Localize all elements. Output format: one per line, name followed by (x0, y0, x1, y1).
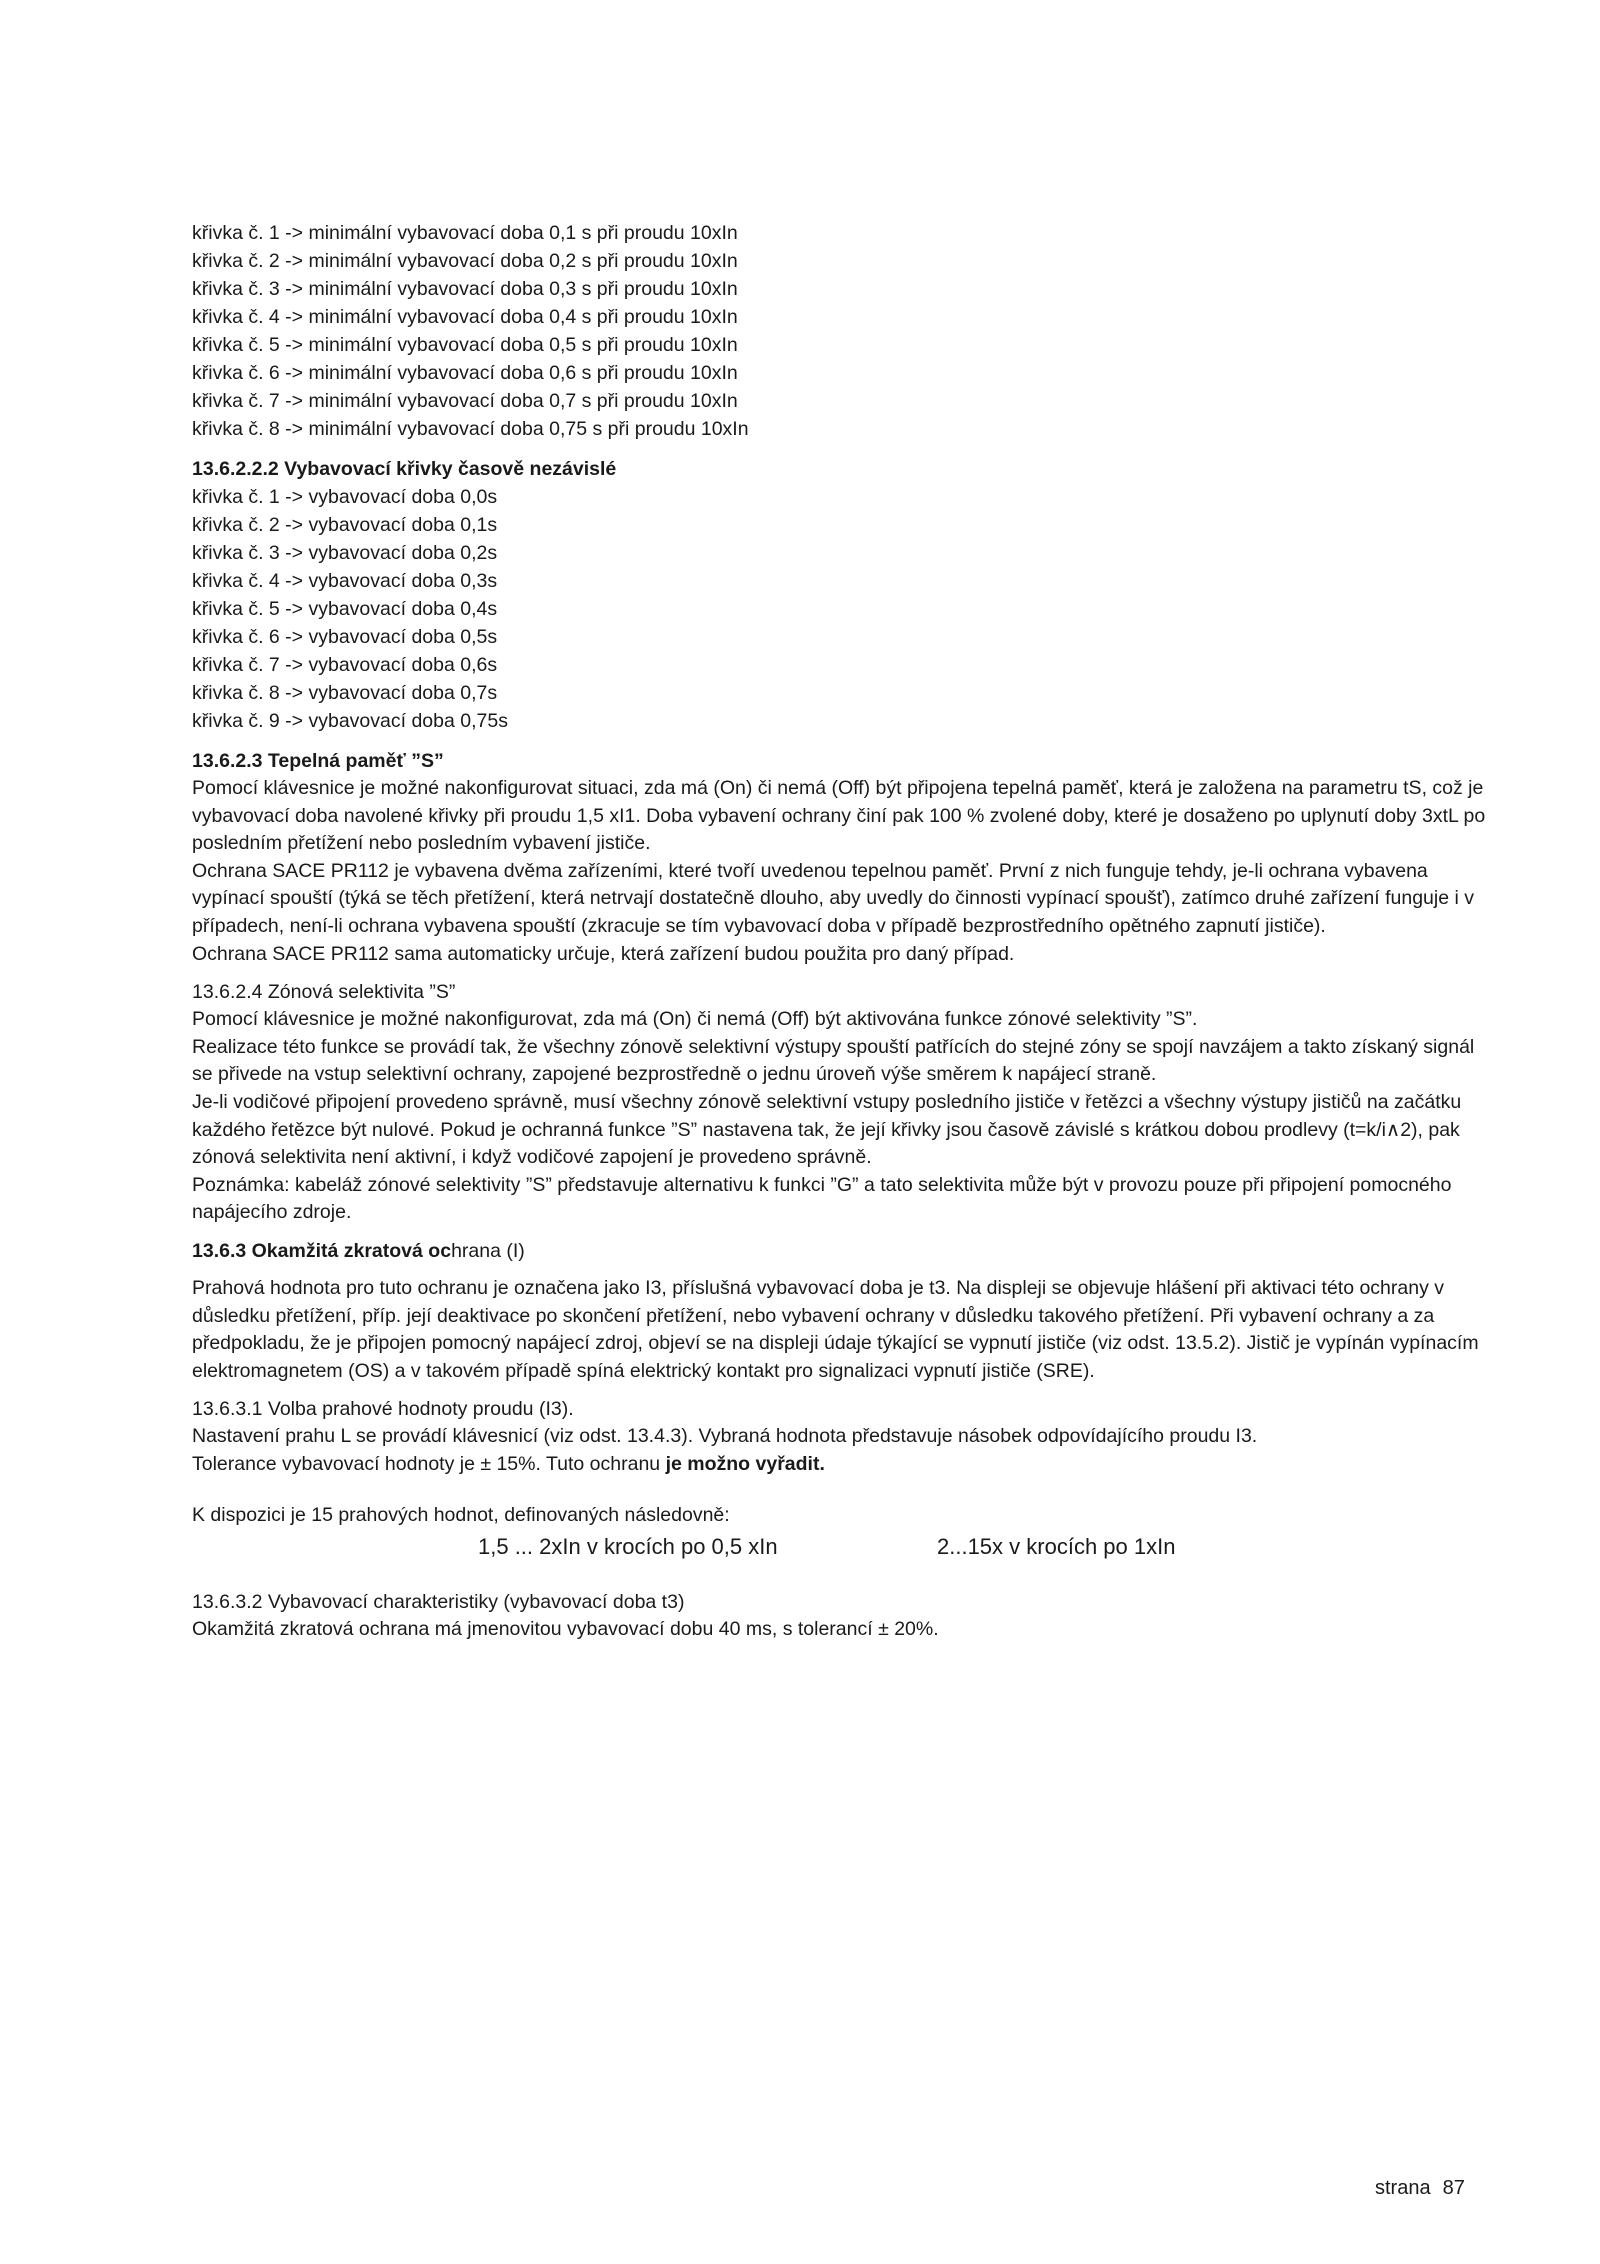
heading-regular-part: hrana (I) (451, 1239, 525, 1262)
list-item: křivka č. 5 -> vybavovací doba 0,4s (192, 598, 498, 620)
list-item: křivka č. 5 -> minimální vybavovací doba 0,5 s při proudu 10xIn (192, 334, 738, 356)
paragraph (192, 1451, 1492, 1479)
list-item: křivka č. 9 -> vybavovací doba 0,75s (192, 710, 508, 732)
heading-bold-part: 13.6.3 Okamžitá zkratová oc (192, 1239, 452, 1262)
list-item: křivka č. 7 -> minimální vybavovací doba 0,7 s při proudu 10xIn (192, 390, 738, 412)
section-heading: 13.6.3.1 Volba prahové hodnoty proudu (I3). (192, 1398, 574, 1421)
page-number: 87 (1442, 2177, 1465, 2199)
list-item: křivka č. 2 -> minimální vybavovací doba 0,2 s při proudu 10xIn (192, 250, 738, 272)
section-heading: 13.6.3.2 Vybavovací charakteristiky (vybavovací doba t3) (192, 1591, 685, 1614)
list-item: křivka č. 1 -> minimální vybavovací doba 0,1 s při proudu 10xIn (192, 222, 738, 244)
list-item: křivka č. 6 -> vybavovací doba 0,5s (192, 626, 498, 648)
curve-list-dependent (192, 219, 1492, 443)
section-heading: 13.6.2.3 Tepelná paměť ”S” (192, 750, 444, 772)
paragraph: K dispozici je 15 prahových hodnot, definovaných následovně: (192, 1504, 730, 1527)
paragraph: Nastavení prahu L se provádí klávesnicí (viz odst. 13.4.3). Vybraná hodnota představuje násobek odpovídajícího proudu I3. (192, 1425, 1258, 1448)
page-content (192, 219, 1492, 1644)
paragraph: Pomocí klávesnice je možné nakonfigurovat situaci, zda má (On) či nemá (Off) být připojena tepelná paměť, která je založena na parametru tS, což je vybavovací doba navolené křivky při proudu 1,5 xI1. Doba vybavení ochrany činí pak 100 % zvolené doby, které je dosaženo po uplynutí doby 3xtL po posledním přetížení nebo posledním vybavení jističe. (192, 777, 1486, 855)
curve-list-independent (192, 483, 1492, 735)
text-run-bold: je možno vyřadit. (665, 1452, 825, 1475)
section-heading: 13.6.2.2.2 Vybavovací křivky časově nezávislé (192, 458, 617, 480)
paragraph: Realizace této funkce se provádí tak, že všechny zónově selektivní výstupy spouští patřících do stejné zóny se spojí navzájem a takto získaný signál se přivede na vstup selektivní ochrany, zapojené bezprostředně o jednu úroveň výše směrem k napájecí straně. (192, 1035, 1475, 1086)
list-item: křivka č. 4 -> vybavovací doba 0,3s (192, 570, 498, 592)
paragraph: Ochrana SACE PR112 je vybavena dvěma zařízeními, které tvoří uvedenou tepelnou paměť. První z nich funguje tehdy, je-li ochrana vybavena vypínací spouští (týká se těch přetížení, která netrvají dostatečně dlouho, aby uvedly do činnosti vypínací spoušť), zatímco druhé zařízení funguje i v případech, není-li ochrana vybavena spouští (zkracuje se tím vybavovací doba v případě bezprostředního opětného zapnutí jističe). (192, 859, 1475, 937)
paragraph: Poznámka: kabeláž zónové selektivity ”S” představuje alternativu k funkci ”G” a tato selektivita může být v provozu pouze při připojení pomocného napájecího zdroje. (192, 1173, 1452, 1224)
paragraph: Pomocí klávesnice je možné nakonfigurovat, zda má (On) či nemá (Off) být aktivována funkce zónové selektivity ”S”. (192, 1008, 1198, 1031)
list-item: křivka č. 3 -> vybavovací doba 0,2s (192, 542, 498, 564)
threshold-ranges (192, 1530, 1492, 1564)
paragraph: Ochrana SACE PR112 sama automaticky určuje, která zařízení budou použita pro daný případ. (192, 942, 1015, 965)
text-run: Tolerance vybavovací hodnoty je ± 15%. Tuto ochranu (192, 1452, 666, 1475)
section-heading (192, 1237, 1492, 1265)
page-footer (1375, 2177, 1465, 2200)
list-item: křivka č. 4 -> minimální vybavovací doba 0,4 s při proudu 10xIn (192, 306, 738, 328)
list-item: křivka č. 7 -> vybavovací doba 0,6s (192, 654, 498, 676)
paragraph: Okamžitá zkratová ochrana má jmenovitou vybavovací dobu 40 ms, s tolerancí ± 20%. (192, 1618, 939, 1641)
section-heading: 13.6.2.4 Zónová selektivita ”S” (192, 981, 456, 1004)
list-item: křivka č. 8 -> vybavovací doba 0,7s (192, 682, 498, 704)
list-item: křivka č. 2 -> vybavovací doba 0,1s (192, 514, 498, 536)
threshold-range-1: 1,5 ... 2xIn v krocích po 0,5 xIn (478, 1534, 778, 1560)
list-item: křivka č. 3 -> minimální vybavovací doba 0,3 s při proudu 10xIn (192, 278, 738, 300)
paragraph: Je-li vodičové připojení provedeno správně, musí všechny zónově selektivní vstupy posledního jističe v řetězci a všechny výstupy jističů na začátku každého řetězce být nulové. Pokud je ochranná funkce ”S” nastavena tak, že její křivky jsou časově závislé s krátkou dobou prodlevy (t=k/i∧2), pak zónová selektivita není aktivní, i když vodičové zapojení je provedeno správně. (192, 1090, 1462, 1169)
page-label: strana (1375, 2177, 1431, 2199)
paragraph: Prahová hodnota pro tuto ochranu je označena jako I3, příslušná vybavovací doba je t3. Na displeji se objevuje hlášení při aktivaci této ochrany v důsledku přetížení, příp. její deaktivace po skončení přetížení, nebo vybavení ochrany v důsledku takového přetížení. Při vybavení ochrany a za předpokladu, že je připojen pomocný napájecí zdroj, objeví se na displeji údaje týkající se vypnutí jističe (viz odst. 13.5.2). Jistič je vypínán vypínacím elektromagnetem (OS) a v takovém případě spíná elektrický kontakt pro signalizaci vypnutí jističe (SRE). (192, 1276, 1479, 1382)
threshold-range-2: 2...15x v krocích po 1xIn (937, 1534, 1176, 1560)
list-item: křivka č. 1 -> vybavovací doba 0,0s (192, 486, 498, 508)
list-item: křivka č. 8 -> minimální vybavovací doba 0,75 s při proudu 10xIn (192, 418, 749, 440)
list-item: křivka č. 6 -> minimální vybavovací doba 0,6 s při proudu 10xIn (192, 362, 738, 384)
